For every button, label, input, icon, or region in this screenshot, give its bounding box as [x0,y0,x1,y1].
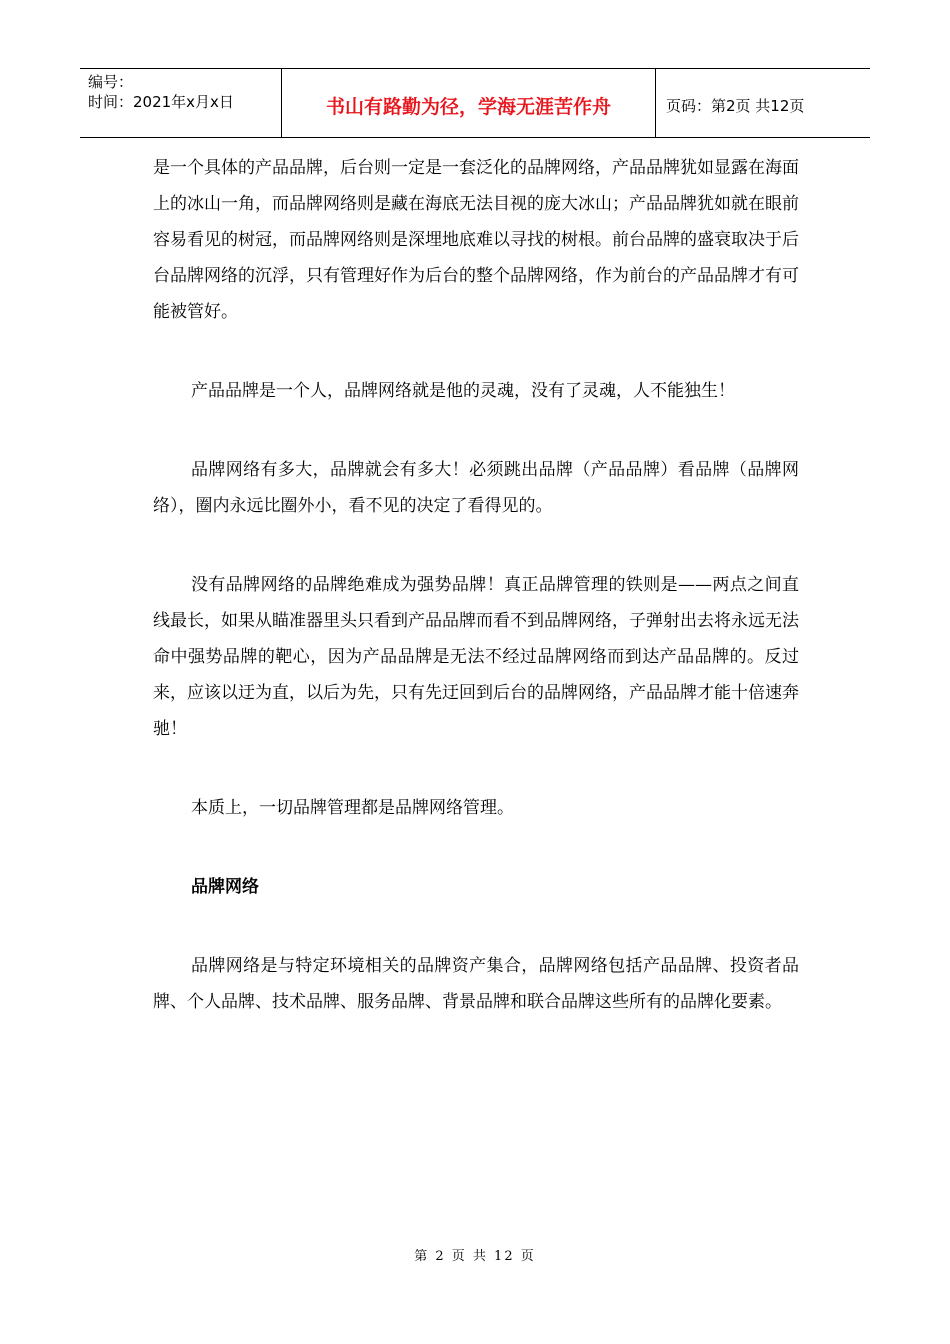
paragraph-spacer [153,330,799,373]
paragraph-spacer [153,905,799,948]
header-motto: 书山有路勤为径，学海无涯苦作舟 [282,69,656,137]
paragraph-1: 是一个具体的产品品牌，后台则一定是一套泛化的品牌网络，产品品牌犹如显露在海面上的冰山一角，而品牌网络则是藏在海底无法目视的庞大冰山；产品品牌犹如就在眼前容易看见的树冠，而品牌网络则是深埋地底难以寻找的树根。前台品牌的盛衰取决于后台品牌网络的沉浮，只有管理好作为后台的整个品牌网络，作为前台的产品品牌才有可能被管好。 [153,158,799,322]
page-header [80,68,870,138]
paragraph-2: 产品品牌是一个人，品牌网络就是他的灵魂，没有了灵魂，人不能独生！ [191,381,735,401]
paragraph-spacer [153,747,799,790]
document-date-label: 时间：2021年x月x日 [88,93,234,111]
paragraph-4: 没有品牌网络的品牌绝难成为强势品牌！真正品牌管理的铁则是——两点之间直线最长，如果从瞄准器里头只看到产品品牌而看不到品牌网络，子弹射出去将永远无法命中强势品牌的靶心，因为产品品牌是无法不经过品牌网络而到达产品品牌的。反过来，应该以迂为直，以后为先，只有先迂回到后台的品牌网络，产品品牌才能十倍速奔驰！ [153,575,799,739]
document-number-label: 编号： [88,73,134,91]
header-page-info: 页码：第2页 共12页 [666,96,805,115]
section-heading: 品牌网络 [191,877,259,897]
document-body [153,150,799,1020]
paragraph-spacer [153,826,799,869]
page-footer: 第 2 页 共 12 页 [414,1249,536,1264]
paragraph-6: 品牌网络是与特定环境相关的品牌资产集合，品牌网络包括产品品牌、投资者品牌、个人品牌、技术品牌、服务品牌、背景品牌和联合品牌这些所有的品牌化要素。 [153,956,799,1012]
paragraph-3: 品牌网络有多大，品牌就会有多大！必须跳出品牌（产品品牌）看品牌（品牌网络），圈内永远比圈外小，看不见的决定了看得见的。 [153,460,799,516]
header-meta [80,69,282,137]
paragraph-spacer [153,409,799,452]
paragraph-spacer [153,524,799,567]
paragraph-5: 本质上，一切品牌管理都是品牌网络管理。 [191,798,514,818]
